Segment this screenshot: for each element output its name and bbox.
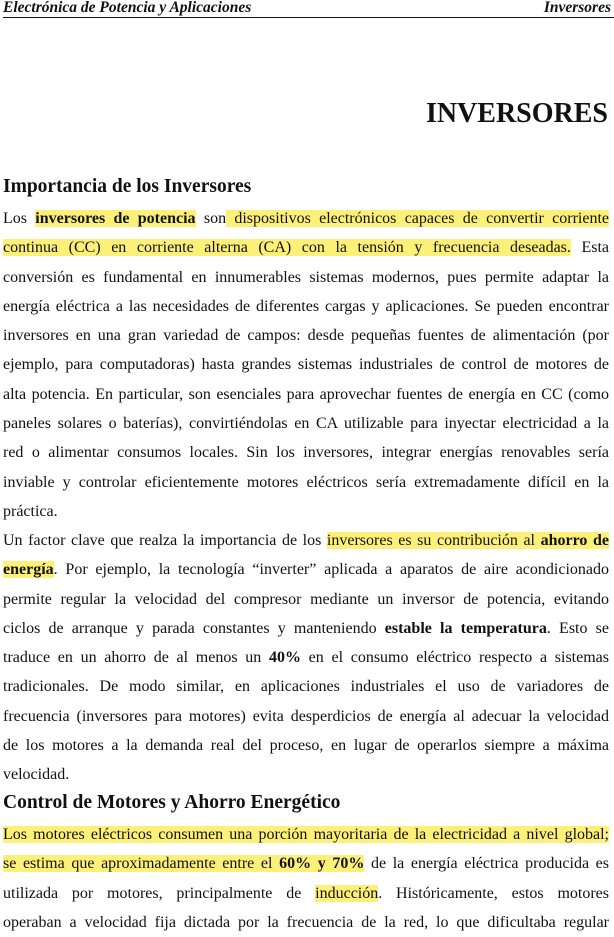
highlighted-bold-term: 60% y 70%	[279, 855, 365, 873]
text-line: permite regular la velocidad del compresor mediante un inversor de potencia, evitando	[3, 590, 609, 608]
text-line	[3, 233, 609, 262]
text-line	[3, 614, 609, 643]
section-heading-control-motores: Control de Motores y Ahorro Energético	[3, 792, 341, 813]
chapter-title: INVERSORES	[425, 98, 608, 129]
text-line: frecuencia (inversores para motores) evita desperdicios de energía al adecuar la velocidad	[3, 707, 609, 725]
text-run: son	[195, 210, 227, 227]
paragraph-ahorro	[3, 526, 609, 790]
highlighted-bold-term: inversores de potencia	[35, 210, 196, 227]
text-run: Esta	[570, 239, 609, 257]
text-line: velocidad.	[3, 766, 70, 784]
text-run: . Esto se	[546, 619, 610, 637]
highlighted-text: dispositivos electrónicos capaces de convertir corriente	[226, 210, 609, 227]
bold-term: estable la temperatura	[384, 619, 547, 637]
text-line: paneles solares o baterías), convirtiéndolas en CA utilizable para inyectar electricidad a la	[3, 415, 609, 433]
text-run: en el consumo eléctrico respecto a sistemas	[300, 649, 609, 667]
text-line	[3, 849, 609, 878]
text-run: ciclos de arranque y parada constantes y manteniendo	[3, 619, 385, 637]
text-line	[3, 879, 609, 908]
text-run: traduce en un ahorro de al menos un	[3, 649, 269, 667]
text-run: utilizada por motores, principalmente de	[3, 884, 316, 902]
text-line	[3, 526, 609, 555]
text-line: inversores en una gran variedad de campos: desde pequeñas fuentes de alimentación (por	[3, 327, 609, 345]
header-book-title: Electrónica de Potencia y Aplicaciones	[3, 0, 252, 16]
highlighted-text: continua (CC) en corriente alterna (CA) con la tensión y frecuencia deseadas.	[3, 239, 571, 257]
text-line	[3, 820, 609, 849]
highlighted-bold-term: ahorro de	[540, 532, 609, 549]
text-line	[3, 643, 609, 672]
text-run: . Por ejemplo, la tecnología “inverter” aplicada a aparatos de aire acondicionado	[53, 561, 609, 579]
text-line: práctica.	[3, 502, 58, 520]
text-run: Un factor clave que realza la importancia de los	[3, 532, 327, 549]
text-line: red o alimentar consumos locales. Sin los inversores, integrar energías renovables sería	[3, 444, 609, 462]
text-line	[3, 204, 609, 233]
section-heading-importancia: Importancia de los Inversores	[3, 176, 252, 197]
highlighted-text: Los motores eléctricos consumen una porción mayoritaria de la electricidad a nivel global;	[3, 826, 609, 843]
text-line: operaban a velocidad fija dictada por la frecuencia de la red, lo que dificultaba regular	[3, 913, 609, 931]
text-line: ejemplo, para computadoras) hasta grandes sistemas industriales de control de motores de	[3, 356, 609, 374]
paragraph-control-motores	[3, 820, 609, 937]
text-run: . Históricamente, estos motores	[378, 884, 609, 902]
highlighted-text: se estima que aproximadamente entre el	[3, 855, 280, 873]
highlighted-bold-term: energía	[3, 561, 54, 579]
bold-term: 40%	[268, 649, 301, 667]
highlighted-text: inducción	[315, 884, 379, 902]
highlighted-text: inversores es su contribución al	[326, 532, 541, 549]
text-line	[3, 555, 609, 584]
text-run: Los	[3, 210, 36, 227]
running-header	[3, 0, 614, 18]
text-line: energía eléctrica a las necesidades de diferentes cargas y aplicaciones. Se pueden encontrar	[3, 297, 609, 315]
text-line: inviable y controlar eficientemente motores eléctricos sería extremadamente difícil en la	[3, 473, 609, 491]
paragraph-importancia	[3, 204, 609, 526]
text-line: tradicionales. De modo similar, en aplicaciones industriales el uso de variadores de	[3, 678, 609, 696]
text-run: de la energía eléctrica producida es	[364, 855, 610, 873]
header-chapter-title: Inversores	[543, 0, 611, 16]
text-line: de los motores a la demanda real del proceso, en lugar de operarlos siempre a máxima	[3, 737, 609, 755]
text-line: alta potencia. En particular, son esenciales para aprovechar fuentes de energía en CC (como	[3, 385, 609, 403]
text-line: conversión es fundamental en innumerables sistemas modernos, pues permite adaptar la	[3, 268, 609, 286]
